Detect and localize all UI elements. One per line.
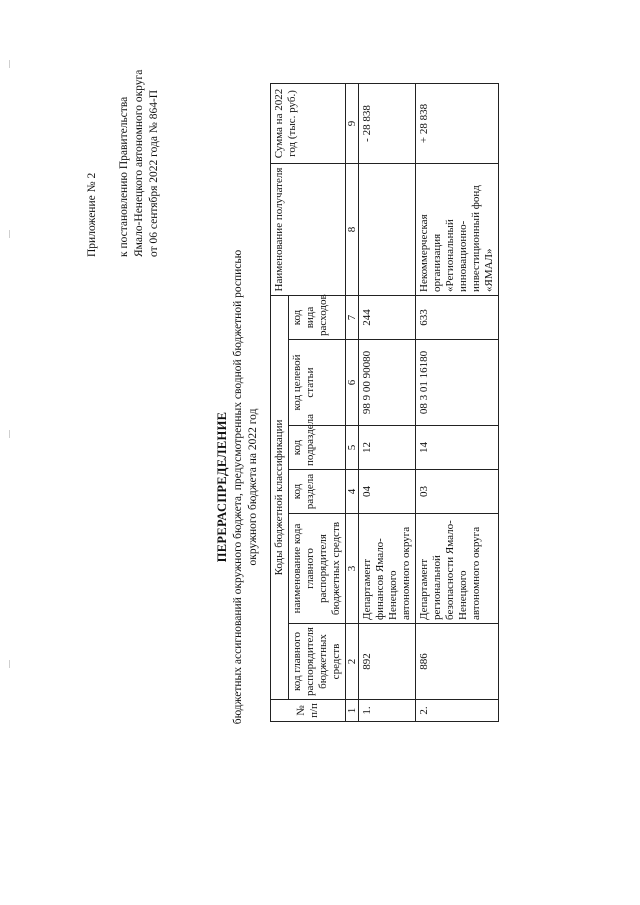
column-number: 9: [346, 84, 359, 164]
appendix-line: к постановлению Правительства: [118, 96, 130, 257]
header-expense-type: код вида расходов: [289, 296, 346, 340]
column-number: 4: [346, 470, 359, 514]
table-row: [359, 84, 416, 722]
row-gr-code: 892: [359, 624, 416, 700]
header-recipient: Наименование получателя: [271, 164, 346, 296]
row-gr-code: 886: [416, 624, 499, 700]
column-number: 8: [346, 164, 359, 296]
column-number: 3: [346, 514, 359, 624]
document-subtitle: окружного бюджета на 2022 год: [247, 408, 259, 566]
row-subsection: 12: [359, 426, 416, 470]
header-section: код раздела: [289, 470, 346, 514]
row-sum: - 28 838: [359, 84, 416, 164]
appendix-block: [85, 17, 162, 257]
row-gr-name: Департамент региональной безопасности Ямало-Ненецкого автономного округа: [416, 514, 499, 624]
appendix-line: от 06 сентября 2022 года № 864-П: [148, 89, 160, 257]
table-row: [416, 84, 499, 722]
column-number: 1: [346, 700, 359, 722]
row-section: 03: [416, 470, 499, 514]
row-target: 98 9 00 90080: [359, 340, 416, 426]
header-gr-name: наименование кода главного распорядителя бюджетных средств: [289, 514, 346, 624]
column-number: 6: [346, 340, 359, 426]
header-gr-code: код главного распорядителя бюджетных средств: [289, 624, 346, 700]
row-num: 1.: [359, 700, 416, 722]
appendix-title: Приложение № 2: [86, 172, 98, 257]
column-number: 7: [346, 296, 359, 340]
column-number: 2: [346, 624, 359, 700]
row-sum: + 28 838: [416, 84, 499, 164]
document-subtitle: бюджетных ассигнований окружного бюджета, предусмотренных сводной бюджетной росписью: [232, 249, 244, 725]
row-gr-name: Департамент финансов Ямало-Ненецкого автономного округа: [359, 514, 416, 624]
header-row: [271, 84, 289, 722]
row-num: 2.: [416, 700, 499, 722]
document-heading: [215, 167, 261, 807]
header-num: № п/п: [271, 700, 346, 722]
header-target: код целевой статьи: [289, 340, 346, 426]
row-expense-type: 244: [359, 296, 416, 340]
rotated-landscape-content: [10, 17, 630, 887]
row-recipient: [359, 164, 416, 296]
row-expense-type: 633: [416, 296, 499, 340]
row-subsection: 14: [416, 426, 499, 470]
document-title: ПЕРЕРАСПРЕДЕЛЕНИЕ: [215, 411, 229, 563]
appendix-line: Ямало-Ненецкого автономного округа: [133, 69, 145, 257]
header-subsection: код подраздела: [289, 426, 346, 470]
header-sum: Сумма на 2022 год (тыс. руб.): [271, 84, 346, 164]
header-codes-group: Коды бюджетной классификации: [271, 296, 289, 700]
row-section: 04: [359, 470, 416, 514]
redistribution-table: [270, 83, 499, 722]
row-target: 08 3 01 16180: [416, 340, 499, 426]
column-number: 5: [346, 426, 359, 470]
column-numbers-row: [346, 84, 359, 722]
row-recipient: Некоммерческая организация «Региональный инновационно-инвестиционный фонд «ЯМАЛ»: [416, 164, 499, 296]
